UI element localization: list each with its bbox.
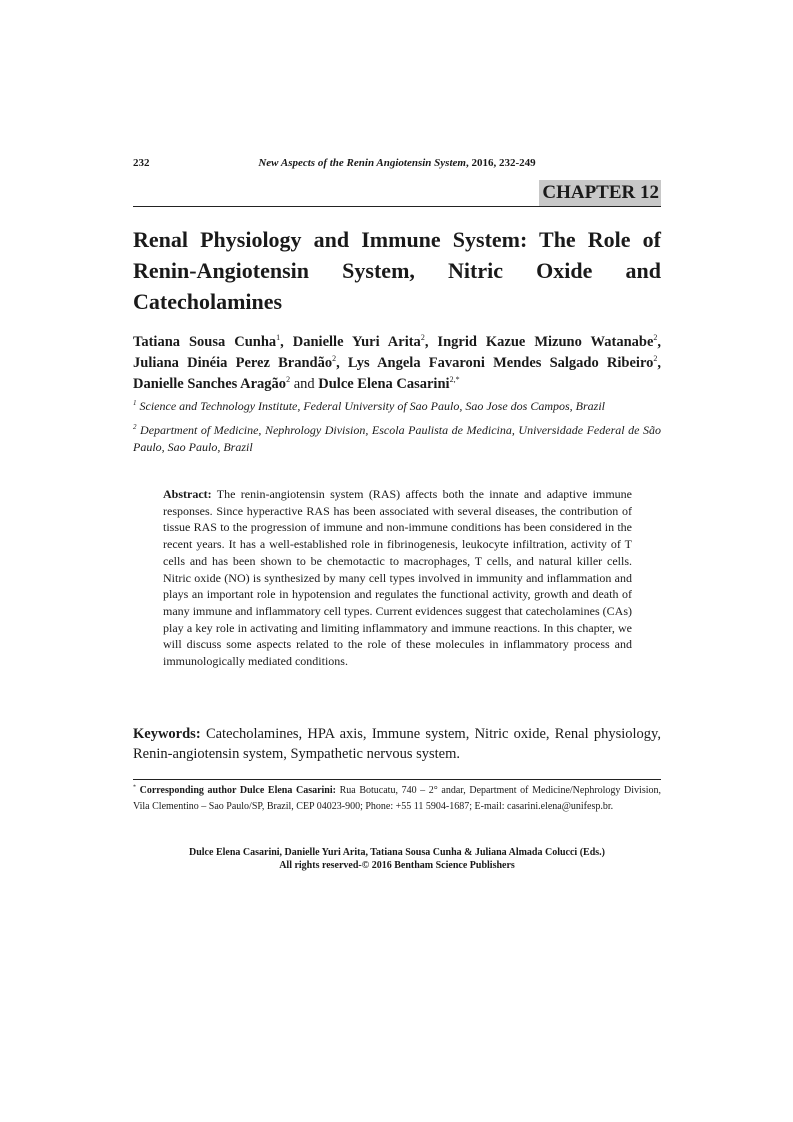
chapter-label: CHAPTER 12 [539,180,661,206]
keywords-text: Catecholamines, HPA axis, Immune system, Nitric oxide, Renal physiology, Renin-angiotensin system, Sympathetic nervous system. [133,726,661,762]
affiliation-1 [133,398,661,415]
author-name: Juliana Dinéia Perez Brandão [133,355,333,371]
affiliation-text: Department of Medicine, Nephrology Division, Escola Paulista de Medicina, Universidade Federal de São Paulo, Sao Paulo, Brazil [133,423,661,454]
chapter-title: Renal Physiology and Immune System: The Role of Renin-Angiotensin System, Nitric Oxide and Catecholamines [133,227,661,314]
editors-line: Dulce Elena Casarini, Danielle Yuri Arita, Tatiana Sousa Cunha & Juliana Almada Colucci (Eds.) [189,847,605,858]
affiliation-2 [133,422,661,456]
book-title: New Aspects of the Renin Angiotensin System [258,157,466,169]
page-number: 232 [133,157,150,169]
affiliation-number: 2 [133,423,137,431]
abstract-label: Abstract: [163,487,212,501]
affiliation-marker: 2 [420,333,425,343]
author-name: Ingrid Kazue Mizuno Watanabe [437,334,654,350]
year-pages: , 2016, 232-249 [465,157,536,169]
affiliation-marker: 2,* [449,375,460,385]
header-divider [133,206,661,207]
abstract-text: The renin-angiotensin system (RAS) affects both the innate and adaptive immune responses. Since hyperactive RAS has been associated with several diseases, the contribution of tissue RAS to the progression of immune and non-immune conditions has been considered in the recent years. It has a well-established role in fibrinogenesis, leukocyte infiltration, activity of T cells and has been shown to be chemotactic to macrophages, T cells, and natural killer cells. Nitric oxide (NO) is synthesized by many cell types involved in immunity and inflammation and plays an important role in hypotension and regulates the functional activity, growth and death of many immune and inflammatory cell types. Current evidences suggest that catecholamines (CAs) play a key role in activating and limiting inflammatory and immune reactions. In this chapter, we will discuss some aspects related to the role of these molecules in inflammatory process and immunologically mediated conditions. [163,487,632,669]
author-name: Dulce Elena Casarini [318,376,450,392]
footnote-mark: * [133,784,136,791]
author-name: Danielle Yuri Arita [292,334,421,350]
keywords-label: Keywords: [133,726,201,742]
affiliation-marker: 2 [286,375,291,385]
corresponding-author-footnote [133,783,661,815]
affiliation-marker: 2 [332,354,337,364]
rights-line: All rights reserved-© 2016 Bentham Science Publishers [279,860,515,871]
running-head [133,157,661,169]
author-list: Tatiana Sousa Cunha$^1$, Danielle Yuri Arita$^2$, Ingrid Kazue Mizuno Watanabe$^2$, Juliana Dinéia Perez Brandão$^2$, Lys Angela Favaroni Mendes Salgado Ribeiro$^2$, Danielle Sanches Aragão$^2$ and Dulce Elena Casarini$^{2,*}$ [133,333,662,392]
author-name: Tatiana Sousa Cunha [133,334,277,350]
affiliation-text: Science and Technology Institute, Federal University of Sao Paulo, Sao Jose dos Campos, Brazil [139,399,605,413]
affiliation-number: 1 [133,399,137,407]
affiliation-marker: 2 [653,333,658,343]
footnote-text: Rua Botucatu, 740 – 2° andar, Department of Medicine/Nephrology Division, Vila Clementino – Sao Paulo/SP, Brazil, CEP 04023-900; Phone: +55 11 5904-1687; E-mail: casarini.elena@unifesp.br. [133,785,662,812]
footnote-label: Corresponding author Dulce Elena Casarini: [139,785,336,796]
and-word: and [293,376,315,392]
footnote-divider [133,779,661,780]
abstract [163,486,632,670]
author-name: Lys Angela Favaroni Mendes Salgado Ribeiro [347,355,654,371]
keywords [133,724,661,764]
affiliation-marker: 1 [276,333,281,343]
affiliation-marker: 2 [653,354,658,364]
page-header [133,157,661,173]
author-name: Danielle Sanches Aragão [133,376,287,392]
